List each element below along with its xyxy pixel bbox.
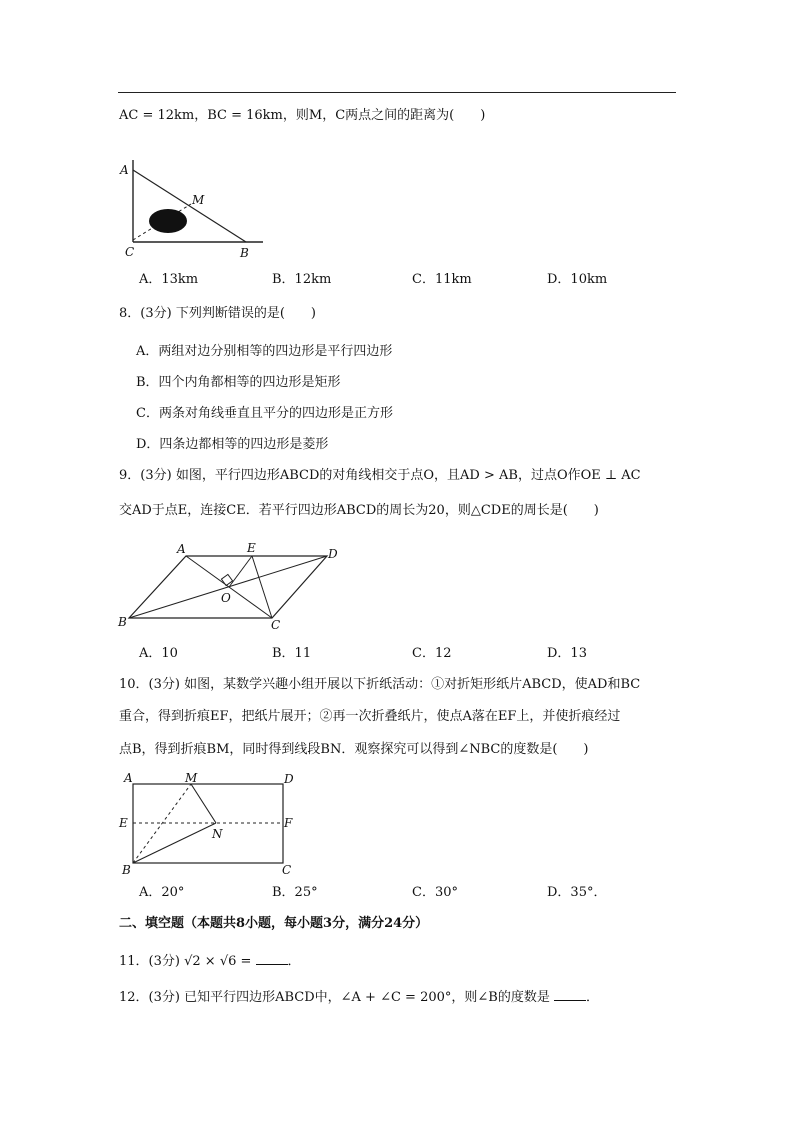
q10-option-d[interactable]: D．35°． — [547, 885, 607, 900]
q7-label-c: C — [125, 245, 135, 259]
q9-option-b[interactable]: B．11 — [272, 646, 312, 661]
q10-figure — [116, 770, 302, 880]
q12-line — [119, 988, 599, 1007]
q7-figure — [118, 160, 268, 262]
q7-option-a[interactable]: A．13km — [139, 272, 199, 287]
q7-option-c[interactable]: C．11km — [412, 272, 472, 287]
q8-option-b[interactable]: B．四个内角都相等的四边形是矩形 — [136, 375, 341, 390]
q7-option-d[interactable]: D．10km — [547, 272, 608, 287]
header-rule — [118, 92, 676, 93]
q8-stem: 8．(3分) 下列判断错误的是( ) — [119, 306, 316, 321]
q7-label-m: M — [192, 193, 205, 207]
q9-label-d: D — [328, 547, 338, 561]
q12-stem: 12．(3分) 已知平行四边形ABCD中，∠A + ∠C = 200°，则∠B的度数是 — [119, 990, 550, 1005]
q9-stem-line1: 9．(3分) 如图，平行四边形ABCD的对角线相交于点O，且AD > AB，过点O作OE ⊥ AC — [119, 468, 641, 483]
q8-option-a[interactable]: A．两组对边分别相等的四边形是平行四边形 — [136, 344, 393, 359]
q10-label-b: B — [122, 863, 131, 877]
q10-option-c[interactable]: C．30° — [412, 885, 458, 900]
q11-suffix: ． — [287, 954, 301, 969]
q7-label-b: B — [240, 246, 249, 260]
q11-answer-blank[interactable] — [256, 952, 288, 965]
q9-label-e: E — [247, 541, 256, 555]
q8-option-d[interactable]: D．四条边都相等的四边形是菱形 — [136, 437, 329, 452]
q10-label-f: F — [284, 816, 293, 830]
q11-line — [119, 952, 301, 971]
q12-suffix: ． — [585, 990, 599, 1005]
q7-label-a: A — [120, 163, 129, 177]
q9-option-a[interactable]: A．10 — [139, 646, 178, 661]
q9-figure — [116, 540, 346, 632]
q10-label-n: N — [212, 827, 223, 841]
q10-label-a: A — [124, 771, 133, 785]
q10-label-m: M — [185, 771, 198, 785]
q10-option-b[interactable]: B．25° — [272, 885, 318, 900]
q10-option-a[interactable]: A．20° — [139, 885, 185, 900]
q9-option-d[interactable]: D．13 — [547, 646, 587, 661]
q9-label-a: A — [177, 542, 186, 556]
q9-option-c[interactable]: C．12 — [412, 646, 452, 661]
q10-stem-line2: 重合，得到折痕EF，把纸片展开；②再一次折叠纸片，使点A落在EF上，并使折痕经过 — [119, 709, 621, 724]
q10-label-c: C — [282, 863, 292, 877]
q8-option-c[interactable]: C．两条对角线垂直且平分的四边形是正方形 — [136, 406, 393, 421]
q7-option-b[interactable]: B．12km — [272, 272, 332, 287]
q10-stem-line1: 10．(3分) 如图，某数学兴趣小组开展以下折纸活动：①对折矩形纸片ABCD，使AD和BC — [119, 677, 641, 692]
q10-stem-line3: 点B，得到折痕BM，同时得到线段BN．观察探究可以得到∠NBC的度数是( ) — [119, 742, 589, 757]
q9-stem-line2: 交AD于点E，连接CE．若平行四边形ABCD的周长为20，则△CDE的周长是( ) — [119, 503, 599, 518]
q10-label-d: D — [284, 772, 294, 786]
q10-label-e: E — [119, 816, 128, 830]
section2-heading: 二、填空题（本题共8小题，每小题3分，满分24分） — [119, 916, 429, 931]
q11-expression: √2 × √6 = — [184, 954, 252, 969]
q11-prefix: 11．(3分) — [119, 954, 180, 969]
q7-stem: AC = 12km，BC = 16km，则M，C两点之间的距离为( ) — [119, 108, 486, 123]
q12-answer-blank[interactable] — [554, 988, 586, 1001]
q9-label-b: B — [118, 615, 127, 629]
q9-label-o: O — [221, 591, 231, 605]
q9-label-c: C — [271, 618, 281, 632]
